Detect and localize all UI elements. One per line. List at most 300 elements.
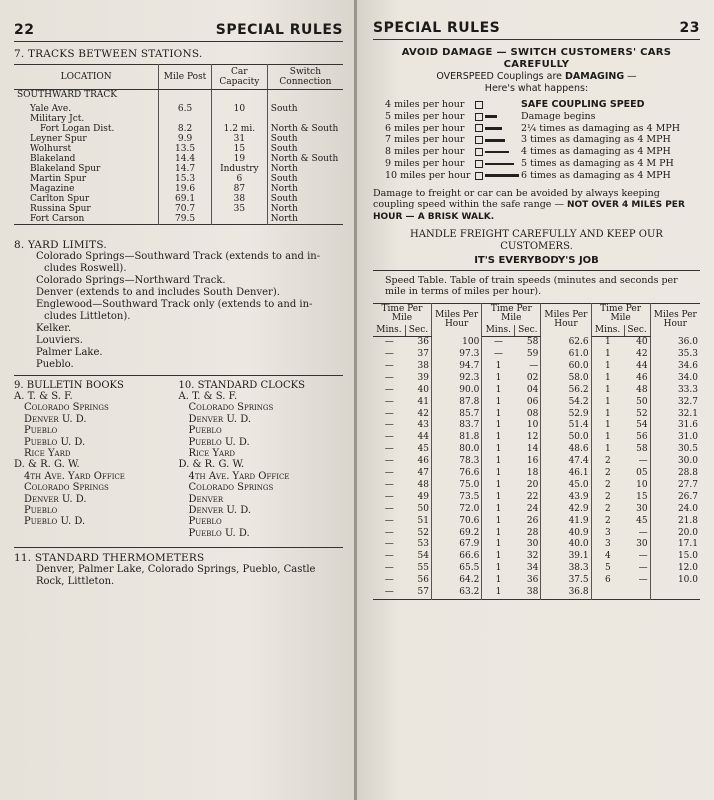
speed-cell: — (624, 456, 650, 468)
speed-row (373, 504, 700, 516)
mph-bar-cell (475, 113, 521, 121)
tracks-body (14, 90, 343, 225)
speed-cell: 22 (515, 492, 541, 504)
speed-cell: — (384, 420, 394, 431)
speed-cell: 6 (604, 575, 611, 586)
speed-cell: 1 (604, 408, 611, 419)
speed-cell: 48.6 (541, 444, 591, 456)
speed-cell: 10.0 (677, 575, 698, 586)
speed-cell: 30.0 (677, 456, 698, 467)
text-line: Colorado Springs (24, 482, 109, 494)
speed-cell: — (384, 456, 394, 467)
track-mile-post: 19.6 (159, 184, 212, 194)
speed-cell: 50.0 (541, 432, 591, 444)
track-car-capacity: 19 (211, 154, 267, 164)
speed-cell: 1 (495, 539, 502, 550)
track-location: Leyner Spur (14, 134, 159, 144)
speed-row (373, 409, 700, 421)
speed-row (373, 551, 700, 563)
track-switch-connection: North (270, 163, 298, 174)
mph-effect: 2¼ times as damaging as 4 MPH (521, 122, 680, 134)
speed-cell: 10 (515, 420, 541, 432)
track-location: Military Jct. (14, 114, 159, 124)
text-line: Colorado Springs—Northward Track. (36, 274, 226, 286)
damage-bar (485, 139, 505, 142)
speed-cell: 33.3 (677, 384, 698, 395)
mph-effect: 6 times as damaging as 4 MPH (521, 169, 671, 181)
text-line: Denver (extends to and includes South Denver). (36, 286, 280, 298)
speed-cell: 08 (515, 409, 541, 421)
checkbox-icon (475, 101, 483, 109)
overspeed-text: OVERSPEED Couplings are (436, 71, 566, 82)
text-line: Pueblo (24, 425, 58, 437)
speed-cell: — (384, 468, 394, 479)
damage-emphasis: NOT OVER 4 MILES PER HOUR — A BRISK WALK. (373, 199, 685, 222)
speed-cell: 65.5 (431, 563, 481, 575)
speed-cell: 1 (495, 503, 502, 514)
speed-cell: 38 (515, 587, 541, 599)
speed-cell: 44 (405, 432, 431, 444)
speed-cell: 28 (515, 528, 541, 540)
text-line: Pueblo (188, 425, 222, 437)
hdr-miles-per-hour: Miles Per Hour (653, 309, 697, 330)
header-title-left: SPECIAL RULES (215, 22, 343, 38)
speed-cell: 36.0 (677, 336, 698, 347)
speed-table (373, 303, 700, 600)
left-page (0, 0, 356, 800)
speed-cell: — (384, 348, 394, 359)
speed-row (373, 468, 700, 480)
speed-cell: 54 (405, 551, 431, 563)
speed-cell: 38 (405, 361, 431, 373)
speed-cell: 34.6 (677, 360, 698, 371)
yard-section (14, 239, 343, 371)
track-switch-connection: North & South (270, 123, 339, 134)
speed-cell: 12 (515, 432, 541, 444)
mph-label: 7 miles per hour (385, 134, 465, 146)
text-line: Pueblo. (36, 358, 74, 370)
speed-cell: — (384, 503, 394, 514)
speed-cell: 02 (515, 373, 541, 385)
speed-cell: — (384, 515, 394, 526)
text-line: Pueblo (24, 504, 58, 516)
speed-cell: — (384, 479, 394, 490)
speed-cell: 1 (495, 432, 502, 443)
speed-cell: 40 (624, 337, 650, 349)
speed-cell: 3 (604, 539, 611, 550)
track-row (14, 144, 343, 154)
mph-effect: 3 times as damaging as 4 MPH (521, 134, 671, 146)
speed-cell: — (384, 563, 394, 574)
overspeed-damaging: DAMAGING (565, 71, 625, 82)
track-row (14, 134, 343, 144)
speed-cell: 51.4 (541, 420, 591, 432)
speed-cell: 78.3 (431, 456, 481, 468)
track-car-capacity: 6 (211, 174, 267, 184)
track-car-capacity: Industry (211, 164, 267, 174)
speed-row (373, 480, 700, 492)
speed-cell: — (384, 432, 394, 443)
speed-cell: 21.8 (677, 515, 698, 526)
speed-row (373, 528, 700, 540)
text-line: Kelker. (36, 322, 72, 334)
speed-cell: 42.9 (541, 504, 591, 516)
avoid-damage-heading (373, 47, 700, 71)
speed-cell: 58 (624, 444, 650, 456)
speed-cell: 40.9 (541, 528, 591, 540)
speed-cell: 47.4 (541, 456, 591, 468)
track-switch-connection (267, 90, 343, 104)
speed-cell: 34 (515, 563, 541, 575)
speed-cell: 42 (624, 349, 650, 361)
tracks-section (14, 48, 343, 225)
speed-row (373, 385, 700, 397)
mph-bar-cell (475, 136, 521, 144)
speed-cell: 40 (405, 385, 431, 397)
track-location: Blakeland (14, 154, 159, 164)
speed-cell: 70.6 (431, 516, 481, 528)
text-line: Denver U. D. (24, 413, 87, 425)
col-switch-connection: Switch Connection (267, 65, 343, 90)
speed-cell: 55 (405, 563, 431, 575)
col-car-capacity: Car Capacity (211, 65, 267, 90)
speed-cell: 54.2 (541, 397, 591, 409)
speed-cell: 45 (405, 444, 431, 456)
track-location: Martin Spur (14, 174, 159, 184)
speed-cell: 58 (515, 337, 541, 349)
text-line: Louviers. (36, 334, 83, 346)
speed-cell: 72.0 (431, 504, 481, 516)
hdr-time-per-mile: Time Per Mile (591, 303, 650, 325)
track-switch-connection: South (270, 103, 298, 114)
track-mile-post (159, 114, 212, 124)
speed-cell: 1 (495, 491, 502, 502)
speed-cell: 1 (495, 515, 502, 526)
track-row (14, 164, 343, 174)
speed-cell: 90.0 (431, 385, 481, 397)
track-car-capacity (211, 214, 267, 225)
overspeed-line (373, 71, 700, 83)
speed-row (373, 563, 700, 575)
speed-cell: 1 (604, 384, 611, 395)
damage-bar (485, 127, 502, 130)
thermometers-line-2: Rock, Littleton. (36, 576, 115, 588)
text-line: A. T. & S. F. (14, 390, 73, 402)
speed-cell: 80.0 (431, 444, 481, 456)
mph-effect: Damage begins (521, 110, 596, 122)
speed-cell: 49 (405, 492, 431, 504)
damage-bar (485, 174, 519, 177)
speed-row (373, 420, 700, 432)
speed-cell: 87.8 (431, 397, 481, 409)
speed-cell: — (384, 384, 394, 395)
speed-cell: 30 (624, 504, 650, 516)
track-car-capacity: 35 (211, 204, 267, 214)
track-mile-post: 79.5 (159, 214, 212, 225)
right-page (357, 0, 714, 800)
text-line: cludes Roswell). (44, 262, 127, 274)
speed-row (373, 516, 700, 528)
clocks-lines (179, 391, 344, 539)
checkbox-icon (475, 172, 483, 180)
track-location: Fort Carson (14, 214, 159, 225)
track-mile-post (159, 90, 212, 104)
mph-label: 6 miles per hour (385, 122, 465, 134)
speed-cell: 69.2 (431, 528, 481, 540)
speed-cell: — (384, 527, 394, 538)
track-switch-connection: South (270, 173, 298, 184)
text-line: Denver (188, 493, 224, 505)
speed-cell: 15 (624, 492, 650, 504)
speed-cell: 36.8 (541, 587, 591, 599)
speed-cell: 2 (604, 479, 611, 490)
speed-cell: 56.2 (541, 385, 591, 397)
speed-row (373, 492, 700, 504)
speed-cell: 1 (604, 337, 611, 348)
hdr-mins: Mins. (591, 325, 624, 337)
speed-cell: 04 (515, 385, 541, 397)
bulletin-title: 9. BULLETIN BOOKS (14, 379, 124, 391)
mph-row (385, 111, 700, 123)
text-line: Pueblo U. D. (188, 436, 250, 448)
bulletin-books (14, 380, 179, 540)
divider (14, 547, 343, 548)
speed-cell: 36 (405, 337, 431, 349)
speed-row (373, 361, 700, 373)
track-car-capacity (211, 90, 267, 104)
speed-cell: 37 (405, 349, 431, 361)
speed-cell: 30 (624, 539, 650, 551)
speed-cell: 1 (495, 479, 502, 490)
speed-cell: 94.7 (431, 361, 481, 373)
text-line: Colorado Springs (24, 402, 109, 414)
speed-cell: 75.0 (431, 480, 481, 492)
speed-cell: 52 (624, 409, 650, 421)
speed-cell: 62.6 (541, 337, 591, 349)
text-line: Palmer Lake. (36, 346, 103, 358)
text-line: Pueblo U. D. (188, 527, 250, 539)
handle-freight-notice (373, 229, 700, 253)
speed-cell: — (624, 575, 650, 587)
hdr-mins: Mins. (373, 325, 405, 337)
speed-cell: 1 (495, 456, 502, 467)
speed-cell: 66.6 (431, 551, 481, 563)
track-row (14, 184, 343, 194)
text-line: Denver U. D. (24, 493, 87, 505)
damage-bar (485, 151, 509, 154)
header-title-right: SPECIAL RULES (373, 20, 501, 36)
track-switch-connection: South (270, 133, 298, 144)
hdr-miles-per-hour: Miles Per Hour (431, 303, 481, 337)
speed-cell: 58.0 (541, 373, 591, 385)
track-car-capacity: 1.2 mi. (211, 124, 267, 134)
text-line: A. T. & S. F. (178, 390, 238, 402)
standard-clocks (179, 380, 344, 540)
speed-cell: 2 (604, 491, 611, 502)
track-mile-post: 9.9 (159, 134, 212, 144)
speed-cell: 1 (604, 360, 611, 371)
tracks-title: 7. TRACKS BETWEEN STATIONS. (14, 48, 203, 60)
speed-row (373, 373, 700, 385)
mph-row (385, 123, 700, 135)
speed-row (373, 539, 700, 551)
mph-effect: 5 times as damaging as 4 M PH (521, 157, 674, 169)
speed-cell: 56 (405, 575, 431, 587)
track-row (14, 154, 343, 164)
speed-cell: 50 (624, 397, 650, 409)
speed-cell: 46 (405, 456, 431, 468)
speed-cell: 1 (604, 444, 611, 455)
speed-cell: — (384, 396, 394, 407)
speed-cell: — (384, 337, 394, 348)
track-location: Yale Ave. (14, 104, 159, 114)
track-car-capacity: 38 (211, 194, 267, 204)
track-switch-connection: North (270, 213, 298, 224)
speed-cell: 92.3 (431, 373, 481, 385)
speed-cell: 32 (515, 551, 541, 563)
speed-cell: 67.9 (431, 539, 481, 551)
speed-table-note: Speed Table. Table of train speeds (minutes and seconds per mile in terms of miles per hour). (385, 274, 678, 297)
damage-paragraph (373, 188, 700, 223)
speed-cell: 83.7 (431, 420, 481, 432)
thermometers-section (14, 552, 343, 588)
mph-label: 10 miles per hour (385, 169, 471, 181)
speed-cell: 44 (624, 361, 650, 373)
track-mile-post: 70.7 (159, 204, 212, 214)
speed-row (373, 587, 700, 599)
track-mile-post: 13.5 (159, 144, 212, 154)
track-mile-post: 69.1 (159, 194, 212, 204)
speed-cell: 51 (405, 516, 431, 528)
mph-label: 5 miles per hour (385, 110, 465, 122)
speed-row (373, 456, 700, 468)
mph-effect: 4 times as damaging as 4 MPH (521, 146, 671, 158)
avoid-line-2: CAREFULLY (503, 59, 570, 70)
damage-bar (485, 115, 497, 118)
speed-row (373, 397, 700, 409)
text-line: 4th Ave. Yard Office (188, 470, 290, 482)
mph-bar-cell (475, 124, 521, 132)
speed-cell: 1 (495, 372, 502, 383)
thermometers-line-1: Denver, Palmer Lake, Colorado Springs, Pueblo, Castle (36, 564, 316, 576)
mph-row (385, 158, 700, 170)
speed-cell: — (384, 575, 394, 586)
speed-cell: 39 (405, 373, 431, 385)
speed-cell: 10 (624, 480, 650, 492)
speed-cell: 06 (515, 397, 541, 409)
track-car-capacity (211, 114, 267, 124)
speed-cell: — (515, 361, 541, 373)
track-switch-connection: North & South (270, 153, 339, 164)
speed-cell: 30.5 (677, 444, 698, 455)
speed-cell: 32.1 (677, 408, 698, 419)
speed-cell: 64.2 (431, 575, 481, 587)
speed-cell: 53 (405, 539, 431, 551)
speed-row (373, 444, 700, 456)
left-page-header (14, 22, 343, 42)
speed-cell: 48 (624, 385, 650, 397)
speed-cell: 38.3 (541, 563, 591, 575)
text-line: Pueblo (188, 516, 222, 528)
speed-cell (624, 587, 650, 599)
right-page-header (373, 20, 700, 40)
speed-cell: 27.7 (677, 479, 698, 490)
track-car-capacity: 31 (211, 134, 267, 144)
speed-row (373, 575, 700, 587)
speed-cell: 1 (604, 348, 611, 359)
text-line: Colorado Springs—Southward Track (extends to and in- (36, 250, 321, 262)
speed-cell (650, 587, 700, 599)
speed-cell: 59 (515, 349, 541, 361)
text-line: 4th Ave. Yard Office (24, 470, 125, 482)
speed-cell: — (384, 360, 394, 371)
speed-cell: 45.0 (541, 480, 591, 492)
track-location: Wolhurst (14, 144, 159, 154)
checkbox-icon (475, 136, 483, 144)
speed-cell: 05 (624, 468, 650, 480)
track-row (14, 90, 343, 104)
speed-cell: 1 (495, 527, 502, 538)
track-location: SOUTHWARD TRACK (14, 90, 159, 104)
text-line: Denver U. D. (188, 504, 252, 516)
track-switch-connection (267, 114, 343, 124)
divider (14, 375, 343, 376)
track-mile-post: 8.2 (159, 124, 212, 134)
speed-table-body (373, 337, 700, 600)
speed-cell: 60.0 (541, 361, 591, 373)
speed-cell: 50 (405, 504, 431, 516)
text-line: cludes Littleton). (44, 310, 131, 322)
track-row (14, 114, 343, 124)
speed-cell: — (494, 337, 504, 348)
speed-cell: 1 (495, 384, 502, 395)
speed-cell: 20.0 (677, 527, 698, 538)
speed-cell: 15.0 (677, 551, 698, 562)
speed-cell: 47 (405, 468, 431, 480)
speed-cell: 5 (604, 563, 611, 574)
speed-cell: — (384, 408, 394, 419)
speed-cell: 43.9 (541, 492, 591, 504)
speed-cell: 45 (624, 516, 650, 528)
track-switch-connection: North (270, 203, 298, 214)
text-line: Pueblo U. D. (24, 436, 86, 448)
hdr-sec: Sec. (405, 325, 431, 337)
checkbox-icon (475, 113, 483, 121)
speed-cell: 3 (604, 527, 611, 538)
track-car-capacity: 87 (211, 184, 267, 194)
speed-cell: 63.2 (431, 587, 481, 599)
page-number-right: 23 (679, 20, 700, 36)
mph-row (385, 170, 700, 182)
books-clocks-section (14, 380, 343, 540)
speed-cell: 2 (604, 456, 611, 467)
speed-cell: 1 (495, 408, 502, 419)
speed-cell: 32.7 (677, 396, 698, 407)
speed-cell: 52 (405, 528, 431, 540)
mph-label: 8 miles per hour (385, 146, 465, 158)
tracks-table (14, 64, 343, 225)
speed-cell: 57 (405, 587, 431, 599)
checkbox-icon (475, 148, 483, 156)
hdr-sec: Sec. (515, 325, 541, 337)
track-mile-post: 6.5 (159, 104, 212, 114)
yard-title: 8. YARD LIMITS. (14, 238, 107, 251)
speed-cell: 24 (515, 504, 541, 516)
speed-cell: 2 (604, 468, 611, 479)
speed-cell: — (384, 539, 394, 550)
text-line: Denver U. D. (188, 413, 252, 425)
text-line: D. & R. G. W. (14, 459, 80, 471)
